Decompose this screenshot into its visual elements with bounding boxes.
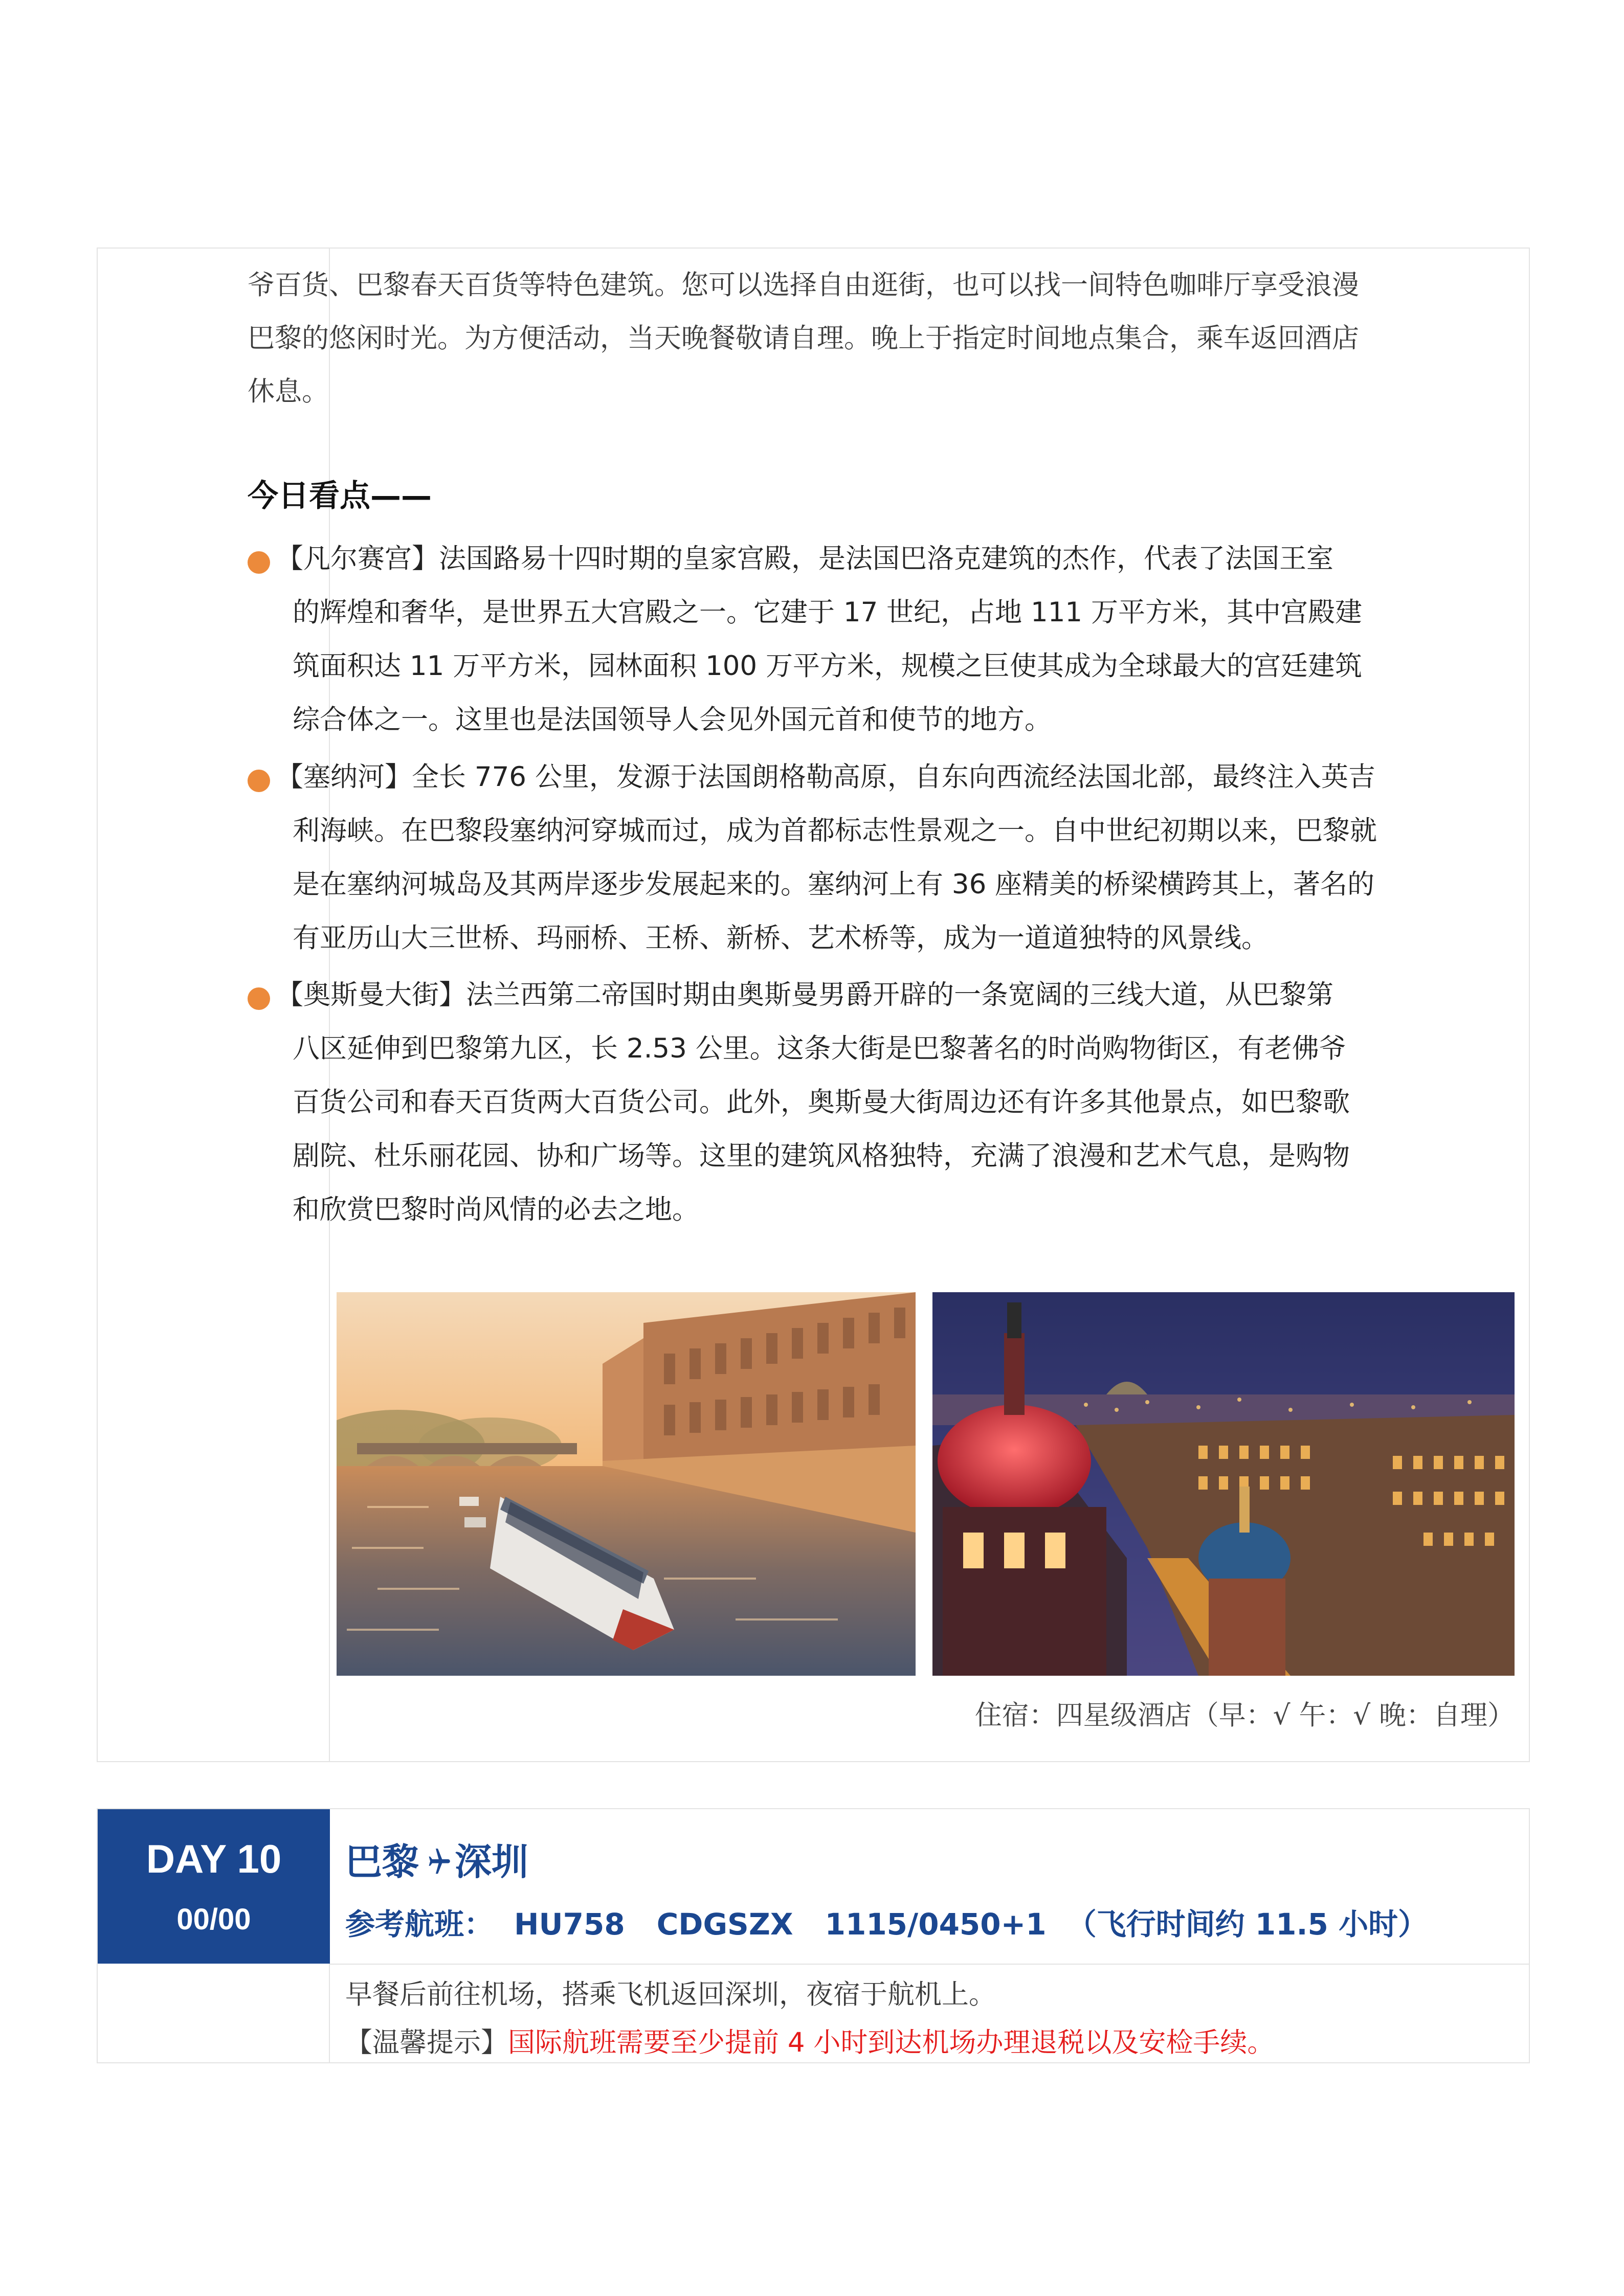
highlight-line: 【塞纳河】全长 776 公里，发源于法国朗格勒高原，自东向西流经法国北部，最终注入英吉 [276,761,1375,793]
highlight-line: 筑面积达 11 万平方米，园林面积 100 万平方米，规模之巨使其成为全球最大的宫廷建筑 [293,650,1362,682]
highlight-line: 综合体之一。这里也是法国领导人会见外国元首和使节的地方。 [293,704,1052,735]
paragraph-line: 休息。 [248,376,329,407]
day10-description [345,1971,1274,2067]
highlight-line: 和欣赏巴黎时尚风情的必去之地。 [293,1194,699,1225]
airplane-icon [421,1846,453,1878]
orange-bullet-icon [248,770,270,792]
highlight-line: 利海峡。在巴黎段塞纳河穿城而过，成为首都标志性景观之一。自中世纪初期以来，巴黎就 [293,815,1377,846]
flight-duration: （飞行时间约 11.5 小时） [1066,1907,1428,1942]
highlight-line: 的辉煌和奢华，是世界五大宫殿之一。它建于 17 世纪，占地 111 万平方米，其中宫殿建 [293,597,1362,628]
flight-prefix: 参考航班： [345,1907,494,1942]
row-divider [330,1964,1529,1965]
lodging-info: 住宿：四星级酒店（早：√ 午：√ 晚：自理） [974,1700,1515,1731]
highlight-line: 是在塞纳河城岛及其两岸逐步发展起来的。塞纳河上有 36 座精美的桥梁横跨其上，著名的 [293,869,1375,900]
day10-desc-line: 早餐后前往机场，搭乘飞机返回深圳，夜宿于航机上。 [345,1979,996,2010]
day-date: 00/00 [176,1903,251,1936]
highlights-title: 今日看点—— [248,478,432,514]
highlight-line: 剧院、杜乐丽花园、协和广场等。这里的建筑风格独特，充满了浪漫和艺术气息，是购物 [293,1140,1350,1172]
flight-number: HU758 [514,1907,625,1942]
flight-route: CDGSZX [656,1907,793,1942]
route-title [345,1832,528,1885]
day-badge [98,1809,330,1964]
flight-time: 1115/0450+1 [825,1907,1047,1942]
day-left-column [98,1964,330,2063]
seine-river-photo [337,1292,916,1676]
haussmann-night-photo [932,1292,1515,1676]
route-to: 深圳 [455,1840,529,1883]
highlight-line: 【凡尔赛宫】法国路易十四时期的皇家宫殿，是法国巴洛克建筑的杰作，代表了法国王室 [276,543,1333,574]
paragraph-line: 巴黎的悠闲时光。为方便活动，当天晚餐敬请自理。晚上于指定时间地点集合，乘车返回酒店 [248,323,1359,354]
highlight-line: 有亚历山大三世桥、玛丽桥、王桥、新桥、艺术桥等，成为一道道独特的风景线。 [293,922,1269,954]
tip-label: 【温馨提示】 [345,2027,508,2058]
route-from: 巴黎 [345,1840,419,1883]
day-label: DAY 10 [146,1836,282,1881]
warm-tip [345,2019,1274,2067]
highlight-item-seine [248,750,1521,965]
highlight-item-haussmann [248,968,1521,1236]
tip-text: 国际航班需要至少提前 4 小时到达机场办理退税以及安检手续。 [508,2027,1275,2058]
orange-bullet-icon [248,551,270,574]
day10-table [97,1808,1530,2063]
highlight-item-versailles [248,532,1521,747]
paragraph-line: 爷百货、巴黎春天百货等特色建筑。您可以选择自由逛街，也可以找一间特色咖啡厅享受浪漫 [248,269,1359,301]
highlight-line: 【奥斯曼大街】法兰西第二帝国时期由奥斯曼男爵开辟的一条宽阔的三线大道，从巴黎第 [276,979,1333,1010]
orange-bullet-icon [248,987,270,1010]
flight-reference [345,1900,1428,1943]
highlight-line: 八区延伸到巴黎第九区，长 2.53 公里。这条大街是巴黎著名的时尚购物街区，有老佛爷 [293,1033,1346,1064]
highlight-line: 百货公司和春天百货两大百货公司。此外，奥斯曼大街周边还有许多其他景点，如巴黎歌 [293,1087,1350,1118]
